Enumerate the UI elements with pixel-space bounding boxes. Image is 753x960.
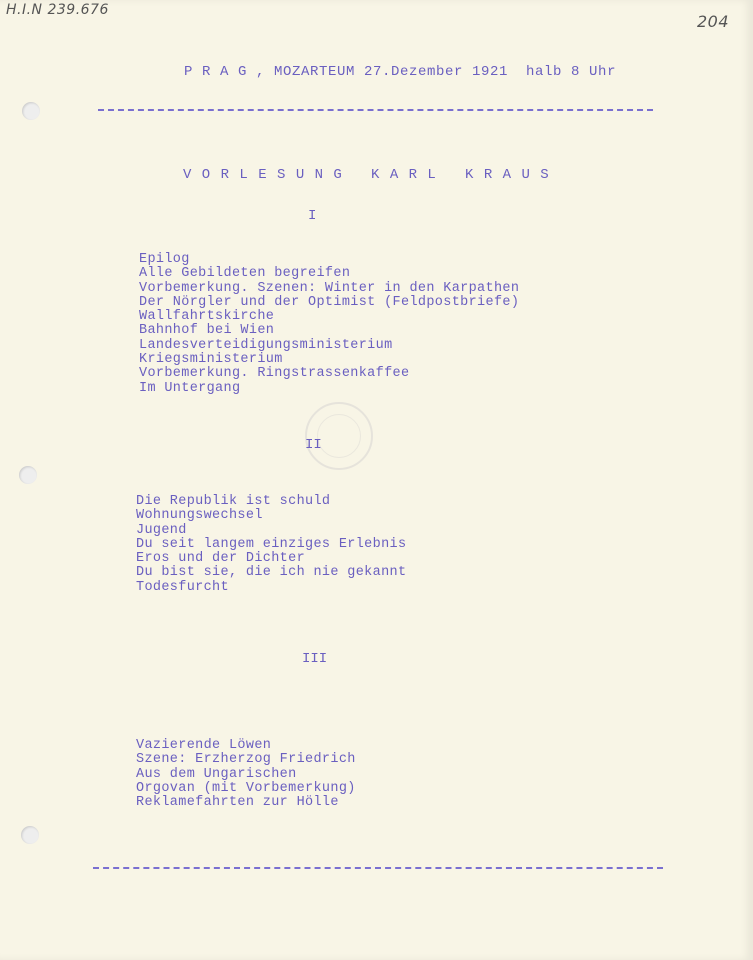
section-number: III (302, 651, 328, 667)
list-item: Todesfurcht (136, 579, 229, 595)
page-number: 204 (697, 12, 730, 31)
list-item: Du bist sie, die ich nie gekannt (136, 565, 407, 581)
program-list (136, 495, 406, 595)
list-item: Die Republik ist schuld (136, 494, 331, 509)
list-item: Szene: Erzherzog Friedrich (136, 752, 356, 768)
section-number: I (308, 208, 317, 224)
list-item: Wallfahrtskirche (139, 309, 275, 325)
list-item: Wohnungswechsel (136, 508, 263, 524)
section-number: II (305, 437, 322, 453)
punch-hole (22, 102, 40, 120)
list-item: Du seit langem einziges Erlebnis (136, 536, 407, 552)
list-item: Vorbemerkung. Ringstrassenkaffee (139, 366, 410, 382)
punch-hole (21, 826, 39, 844)
list-item: Landesverteidigungsministerium (139, 337, 393, 353)
footer-divider (93, 867, 663, 869)
list-item: Aus dem Ungarischen (136, 766, 297, 782)
archive-reference: H.I.N 239.676 (6, 2, 109, 18)
list-item: Eros und der Dichter (136, 551, 306, 567)
list-item: Reklamefahrten zur Hölle (136, 795, 339, 811)
list-item: Kriegsministerium (139, 352, 283, 368)
list-item: Epilog (139, 252, 190, 267)
list-item: Vazierende Löwen (136, 738, 272, 753)
header-divider (98, 109, 653, 111)
program-list (139, 253, 519, 396)
list-item: Alle Gebildeten begreifen (139, 266, 351, 282)
program-list (136, 739, 356, 810)
faint-stamp (305, 402, 373, 470)
list-item: Bahnhof bei Wien (139, 323, 275, 339)
list-item: Vorbemerkung. Szenen: Winter in den Karpathen (139, 280, 520, 296)
list-item: Orgovan (mit Vorbemerkung) (136, 780, 356, 796)
event-header: P R A G , MOZARTEUM 27.Dezember 1921 halb 8 Uhr (184, 64, 617, 80)
list-item: Im Untergang (139, 380, 241, 396)
list-item: Der Nörgler und der Optimist (Feldpostbriefe) (139, 294, 520, 310)
document-title: V O R L E S U N G K A R L K R A U S (183, 167, 550, 183)
list-item: Jugend (136, 522, 187, 538)
punch-hole (19, 466, 37, 484)
